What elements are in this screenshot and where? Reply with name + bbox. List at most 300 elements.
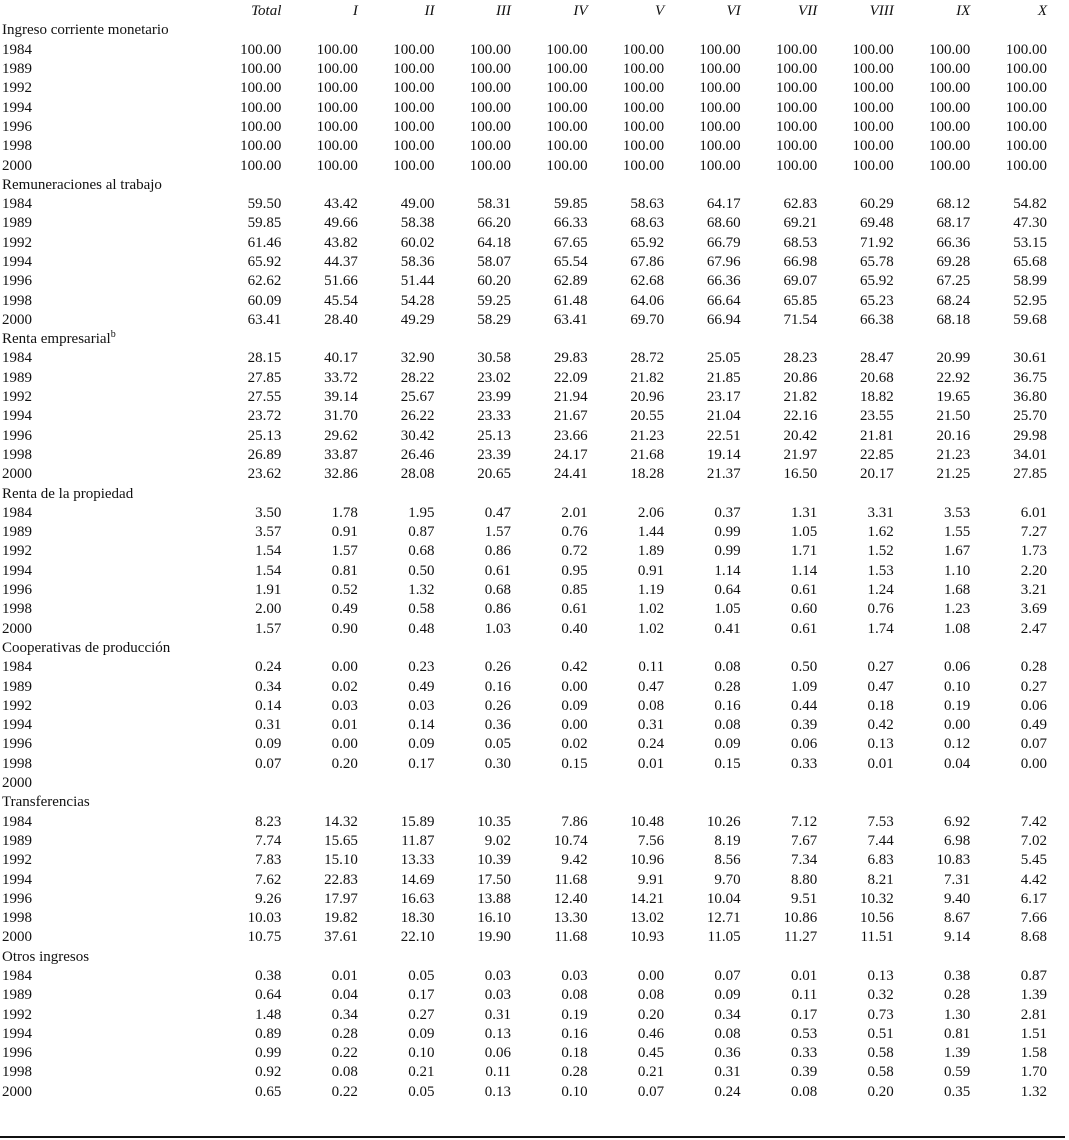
table-row bbox=[2, 832, 1047, 851]
table-cell: 9.14 bbox=[944, 929, 971, 946]
table-cell: 1.02 bbox=[637, 601, 665, 618]
table-cell: 0.00 bbox=[331, 659, 358, 676]
year-label: 2000 bbox=[2, 775, 32, 792]
table-cell: 0.16 bbox=[714, 697, 741, 714]
table-cell: 100.00 bbox=[469, 157, 512, 174]
table-cell: 0.00 bbox=[637, 967, 665, 984]
table-cell: 27.55 bbox=[247, 389, 282, 406]
table-cell: 0.39 bbox=[790, 1064, 818, 1081]
table-cell: 1.54 bbox=[255, 562, 282, 579]
table-cell: 100.00 bbox=[699, 41, 741, 58]
table-cell bbox=[281, 774, 358, 793]
table-cell: 23.99 bbox=[477, 389, 512, 406]
table-cell: 0.18 bbox=[867, 697, 894, 714]
table-cell: 0.00 bbox=[561, 717, 588, 734]
table-cell: 1.58 bbox=[1020, 1045, 1047, 1062]
table-cell: 64.17 bbox=[706, 196, 741, 213]
table-cell: 0.31 bbox=[255, 717, 282, 734]
table-cell: 59.68 bbox=[1013, 311, 1047, 328]
table-cell bbox=[970, 774, 1047, 793]
table-cell: 100.00 bbox=[240, 41, 282, 58]
table-row bbox=[2, 253, 1047, 272]
table-cell: 6.01 bbox=[1020, 504, 1047, 521]
table-cell: 65.23 bbox=[860, 292, 894, 309]
table-cell: 0.03 bbox=[561, 967, 588, 984]
year-label: 1989 bbox=[2, 215, 32, 232]
table-cell: 100.00 bbox=[775, 118, 818, 135]
table-cell: 16.50 bbox=[783, 466, 818, 483]
table-cell: 0.09 bbox=[408, 736, 435, 753]
table-cell: 66.98 bbox=[783, 254, 818, 270]
section-title bbox=[2, 793, 1047, 812]
table-cell: 0.21 bbox=[637, 1064, 665, 1081]
table-cell: 0.68 bbox=[484, 582, 512, 599]
column-header: II bbox=[424, 3, 435, 20]
table-cell: 14.32 bbox=[324, 813, 358, 830]
table-cell: 0.26 bbox=[484, 697, 512, 714]
table-cell: 1.51 bbox=[1020, 1025, 1047, 1042]
table-cell: 1.39 bbox=[944, 1045, 971, 1062]
table-cell: 0.01 bbox=[331, 717, 358, 734]
income-composition-table bbox=[2, 2, 1047, 1102]
table-cell: 100.00 bbox=[546, 118, 588, 135]
table-cell: 0.10 bbox=[561, 1083, 588, 1100]
table-cell: 100.00 bbox=[316, 118, 358, 135]
year-label: 1984 bbox=[2, 504, 32, 521]
table-cell: 0.58 bbox=[408, 601, 435, 618]
table-cell: 0.95 bbox=[561, 562, 588, 579]
table-cell: 100.00 bbox=[469, 41, 512, 58]
table-cell: 27.85 bbox=[1013, 466, 1047, 483]
table-cell: 52.95 bbox=[1013, 292, 1047, 309]
table-cell: 67.25 bbox=[936, 273, 971, 290]
year-label: 1989 bbox=[2, 678, 32, 695]
table-cell: 100.00 bbox=[546, 41, 588, 58]
table-cell: 63.41 bbox=[553, 311, 588, 328]
table-cell: 0.64 bbox=[714, 582, 741, 599]
table-row bbox=[2, 890, 1047, 909]
table-cell: 0.01 bbox=[637, 755, 665, 772]
table-cell: 0.20 bbox=[867, 1083, 894, 1100]
table-cell: 0.28 bbox=[331, 1025, 358, 1042]
table-cell: 100.00 bbox=[775, 99, 818, 116]
table-cell: 0.49 bbox=[408, 678, 435, 695]
table-cell: 0.89 bbox=[255, 1025, 282, 1042]
table-cell: 0.03 bbox=[331, 697, 358, 714]
table-cell: 65.92 bbox=[860, 273, 894, 290]
table-cell: 0.99 bbox=[714, 543, 741, 560]
table-cell: 100.00 bbox=[852, 99, 894, 116]
table-cell: 100.00 bbox=[469, 138, 512, 155]
table-cell: 100.00 bbox=[546, 61, 588, 78]
table-cell: 0.76 bbox=[867, 601, 894, 618]
table-cell: 0.47 bbox=[484, 504, 512, 521]
table-cell: 0.07 bbox=[637, 1083, 665, 1100]
table-cell: 0.17 bbox=[790, 1006, 818, 1023]
table-cell: 53.15 bbox=[1013, 234, 1047, 251]
table-cell: 26.22 bbox=[400, 408, 435, 425]
table-cell: 0.15 bbox=[561, 755, 588, 772]
section-title-text: Cooperativas de producción bbox=[2, 639, 171, 656]
footnote-marker: b bbox=[110, 329, 116, 341]
table-cell: 0.31 bbox=[637, 717, 665, 734]
table-cell: 0.99 bbox=[255, 1045, 282, 1062]
table-cell: 100.00 bbox=[775, 157, 818, 174]
table-cell: 0.14 bbox=[408, 717, 435, 734]
table-row bbox=[2, 118, 1047, 137]
table-cell: 58.36 bbox=[400, 254, 435, 270]
table-cell: 0.34 bbox=[255, 678, 282, 695]
table-row bbox=[2, 755, 1047, 774]
table-cell: 100.00 bbox=[393, 80, 435, 97]
table-cell: 54.82 bbox=[1013, 196, 1047, 213]
table-cell: 8.21 bbox=[867, 871, 894, 888]
year-label: 1989 bbox=[2, 61, 32, 78]
table-row bbox=[2, 600, 1047, 619]
table-cell: 1.05 bbox=[714, 601, 741, 618]
table-cell: 100.00 bbox=[316, 80, 358, 97]
table-cell: 100.00 bbox=[316, 99, 358, 116]
table-cell: 21.68 bbox=[630, 446, 665, 463]
table-row bbox=[2, 851, 1047, 870]
year-label: 1996 bbox=[2, 273, 32, 290]
table-row bbox=[2, 98, 1047, 117]
table-cell: 0.08 bbox=[331, 1064, 358, 1081]
table-cell: 0.22 bbox=[331, 1045, 358, 1062]
year-label: 1996 bbox=[2, 1045, 32, 1062]
table-cell: 21.82 bbox=[783, 389, 818, 406]
table-cell: 0.19 bbox=[561, 1006, 588, 1023]
year-label: 1984 bbox=[2, 196, 32, 213]
table-cell: 64.06 bbox=[630, 292, 665, 309]
table-row bbox=[2, 1044, 1047, 1063]
year-label: 2000 bbox=[2, 1083, 32, 1100]
table-cell: 1.10 bbox=[944, 562, 971, 579]
table-row bbox=[2, 1005, 1047, 1024]
table-cell: 0.12 bbox=[944, 736, 971, 753]
table-cell: 22.83 bbox=[324, 871, 358, 888]
table-cell: 1.14 bbox=[790, 562, 818, 579]
section-header-row bbox=[2, 793, 1047, 812]
table-cell: 7.02 bbox=[1020, 832, 1047, 849]
table-cell: 9.42 bbox=[561, 852, 588, 869]
table-cell: 1.39 bbox=[1020, 987, 1047, 1004]
table-cell: 1.55 bbox=[944, 524, 971, 541]
table-cell: 0.03 bbox=[484, 967, 512, 984]
section-title-text: Ingreso corriente monetario bbox=[2, 22, 169, 39]
table-cell: 0.65 bbox=[255, 1083, 282, 1100]
table-cell: 7.83 bbox=[255, 852, 282, 869]
table-cell: 49.29 bbox=[400, 311, 435, 328]
table-cell: 33.87 bbox=[324, 446, 358, 463]
table-cell: 100.00 bbox=[393, 99, 435, 116]
year-label: 1998 bbox=[2, 910, 32, 927]
table-cell: 1.57 bbox=[255, 620, 282, 637]
table-cell: 100.00 bbox=[240, 118, 282, 135]
table-cell: 10.93 bbox=[630, 929, 665, 946]
table-cell: 0.08 bbox=[637, 697, 665, 714]
table-cell: 66.36 bbox=[936, 234, 971, 251]
year-label: 1998 bbox=[2, 446, 32, 463]
table-cell: 58.99 bbox=[1013, 273, 1047, 290]
table-cell: 7.56 bbox=[637, 832, 665, 849]
table-cell: 8.56 bbox=[714, 852, 741, 869]
table-cell: 11.51 bbox=[860, 929, 894, 946]
table-cell: 0.02 bbox=[561, 736, 588, 753]
section-title-text: Otros ingresos bbox=[2, 948, 90, 965]
table-cell: 65.54 bbox=[553, 254, 588, 270]
table-cell: 68.53 bbox=[783, 234, 818, 251]
table-cell: 60.20 bbox=[477, 273, 512, 290]
table-cell: 100.00 bbox=[929, 138, 971, 155]
table-cell: 0.42 bbox=[561, 659, 588, 676]
table-cell: 1.73 bbox=[1020, 543, 1047, 560]
year-label: 1989 bbox=[2, 987, 32, 1004]
table-cell: 0.33 bbox=[790, 1045, 818, 1062]
table-cell: 100.00 bbox=[546, 99, 588, 116]
table-cell: 1.48 bbox=[255, 1006, 282, 1023]
table-cell: 0.81 bbox=[944, 1025, 971, 1042]
table-cell: 12.71 bbox=[706, 910, 741, 927]
table-cell: 0.91 bbox=[637, 562, 665, 579]
table-cell: 71.92 bbox=[860, 234, 894, 251]
year-label: 1984 bbox=[2, 967, 32, 984]
table-cell: 0.14 bbox=[255, 697, 282, 714]
table-cell: 43.82 bbox=[324, 234, 358, 251]
table-cell: 0.34 bbox=[331, 1006, 358, 1023]
table-cell: 1.30 bbox=[944, 1006, 971, 1023]
table-cell: 14.69 bbox=[400, 871, 435, 888]
table-cell: 54.28 bbox=[400, 292, 435, 309]
table-cell: 11.68 bbox=[554, 871, 588, 888]
table-cell: 1.68 bbox=[944, 582, 971, 599]
table-row bbox=[2, 716, 1047, 735]
table-cell: 100.00 bbox=[622, 138, 665, 155]
table-cell: 8.68 bbox=[1020, 929, 1047, 946]
table-cell: 19.90 bbox=[477, 929, 512, 946]
table-cell: 0.08 bbox=[637, 987, 665, 1004]
table-cell: 0.27 bbox=[867, 659, 894, 676]
table-cell: 100.00 bbox=[546, 80, 588, 97]
table-cell: 68.60 bbox=[706, 215, 741, 232]
table-cell: 10.96 bbox=[630, 852, 665, 869]
year-label: 2000 bbox=[2, 466, 32, 483]
column-header: IV bbox=[573, 3, 588, 20]
table-cell: 28.47 bbox=[860, 350, 894, 367]
table-row bbox=[2, 1063, 1047, 1082]
table-cell: 29.98 bbox=[1013, 427, 1047, 444]
table-cell: 10.04 bbox=[706, 890, 741, 907]
table-cell: 9.40 bbox=[944, 890, 971, 907]
table-cell: 26.89 bbox=[247, 446, 282, 463]
table-cell: 0.85 bbox=[561, 582, 588, 599]
column-header: X bbox=[1037, 3, 1047, 20]
year-label: 1994 bbox=[2, 99, 32, 116]
table-cell: 0.16 bbox=[484, 678, 512, 695]
table-cell: 100.00 bbox=[929, 157, 971, 174]
table-row bbox=[2, 542, 1047, 561]
table-cell: 0.81 bbox=[331, 562, 358, 579]
table-cell: 100.00 bbox=[240, 61, 282, 78]
table-row bbox=[2, 311, 1047, 330]
table-cell: 16.63 bbox=[400, 890, 435, 907]
table-cell: 100.00 bbox=[775, 41, 818, 58]
table-cell: 7.74 bbox=[255, 832, 282, 849]
table-cell: 0.46 bbox=[637, 1025, 665, 1042]
column-header: VIII bbox=[869, 3, 894, 20]
section-header-row bbox=[2, 948, 1047, 967]
table-cell: 43.42 bbox=[324, 196, 358, 213]
year-label: 1994 bbox=[2, 871, 32, 888]
table-cell: 9.91 bbox=[637, 871, 665, 888]
table-cell: 7.67 bbox=[790, 832, 818, 849]
table-cell: 13.30 bbox=[553, 910, 588, 927]
table-row bbox=[2, 909, 1047, 928]
table-cell: 49.00 bbox=[400, 196, 435, 213]
section-title-text: Remuneraciones al trabajo bbox=[2, 176, 162, 193]
table-cell: 0.33 bbox=[790, 755, 818, 772]
table-cell: 0.07 bbox=[1020, 736, 1047, 753]
year-label: 1994 bbox=[2, 562, 32, 579]
table-cell: 100.00 bbox=[622, 61, 665, 78]
table-cell: 100.00 bbox=[622, 99, 665, 116]
table-cell: 6.98 bbox=[944, 832, 971, 849]
table-row bbox=[2, 967, 1047, 986]
table-row bbox=[2, 677, 1047, 696]
year-label: 1992 bbox=[2, 852, 32, 869]
table-cell: 100.00 bbox=[852, 157, 894, 174]
table-cell: 68.12 bbox=[936, 196, 971, 213]
table-cell: 60.02 bbox=[400, 234, 435, 251]
table-cell: 0.61 bbox=[790, 582, 818, 599]
table-cell: 0.08 bbox=[714, 1025, 741, 1042]
table-cell: 21.04 bbox=[706, 408, 741, 425]
table-cell: 100.00 bbox=[699, 61, 741, 78]
year-label: 1984 bbox=[2, 41, 32, 58]
table-cell: 58.38 bbox=[400, 215, 435, 232]
table-cell: 30.42 bbox=[400, 427, 435, 444]
table-cell: 20.17 bbox=[860, 466, 894, 483]
year-label: 1992 bbox=[2, 543, 32, 560]
year-label: 1996 bbox=[2, 890, 32, 907]
table-row bbox=[2, 658, 1047, 677]
table-cell: 8.19 bbox=[714, 832, 741, 849]
table-cell: 21.50 bbox=[936, 408, 971, 425]
table-cell: 1.23 bbox=[944, 601, 971, 618]
year-label: 1984 bbox=[2, 350, 32, 367]
table-cell: 0.05 bbox=[484, 736, 512, 753]
table-cell: 0.99 bbox=[714, 524, 741, 541]
column-header: VII bbox=[798, 3, 818, 20]
year-label: 1998 bbox=[2, 1064, 32, 1081]
table-cell: 0.24 bbox=[637, 736, 665, 753]
table-cell bbox=[588, 774, 665, 793]
table-cell: 21.81 bbox=[860, 427, 894, 444]
section-header-row bbox=[2, 21, 1047, 40]
table-cell: 10.32 bbox=[860, 890, 894, 907]
table-cell: 100.00 bbox=[929, 61, 971, 78]
table-cell: 0.06 bbox=[1020, 697, 1047, 714]
table-cell: 2.20 bbox=[1020, 562, 1047, 579]
table-cell: 19.14 bbox=[706, 446, 741, 463]
table-cell: 20.65 bbox=[477, 466, 512, 483]
table-cell: 1.31 bbox=[790, 504, 818, 521]
table-cell: 100.00 bbox=[316, 157, 358, 174]
table-cell: 0.17 bbox=[408, 755, 435, 772]
table-cell: 0.53 bbox=[790, 1025, 818, 1042]
table-cell: 27.85 bbox=[247, 369, 282, 386]
table-cell: 0.52 bbox=[331, 582, 358, 599]
table-cell: 19.65 bbox=[936, 389, 971, 406]
table-cell: 25.13 bbox=[247, 427, 282, 444]
table-cell: 0.16 bbox=[561, 1025, 588, 1042]
table-cell: 7.12 bbox=[790, 813, 818, 830]
table-cell: 15.89 bbox=[400, 813, 435, 830]
table-cell: 0.07 bbox=[714, 967, 741, 984]
table-cell: 6.92 bbox=[944, 813, 971, 830]
table-cell: 0.72 bbox=[561, 543, 588, 560]
year-label: 1998 bbox=[2, 601, 32, 618]
table-body bbox=[2, 21, 1047, 1102]
table-cell: 28.22 bbox=[400, 369, 435, 386]
year-label: 1996 bbox=[2, 118, 32, 135]
table-cell: 0.48 bbox=[408, 620, 435, 637]
table-cell: 100.00 bbox=[852, 41, 894, 58]
table-cell: 36.80 bbox=[1013, 389, 1047, 406]
table-cell: 0.04 bbox=[944, 755, 971, 772]
table-cell: 10.86 bbox=[783, 910, 818, 927]
table-cell: 100.00 bbox=[393, 61, 435, 78]
table-cell: 1.53 bbox=[867, 562, 894, 579]
table-cell: 0.13 bbox=[484, 1025, 512, 1042]
table-cell: 0.73 bbox=[867, 1006, 894, 1023]
table-cell: 66.79 bbox=[706, 234, 741, 251]
column-header: Total bbox=[251, 3, 282, 20]
table-cell: 7.34 bbox=[790, 852, 818, 869]
table-cell: 58.07 bbox=[477, 254, 512, 270]
table-cell: 100.00 bbox=[699, 99, 741, 116]
table-cell: 8.80 bbox=[790, 871, 818, 888]
table-cell: 100.00 bbox=[775, 61, 818, 78]
table-cell: 21.25 bbox=[936, 466, 971, 483]
table-cell: 0.27 bbox=[1020, 678, 1047, 695]
table-cell: 1.08 bbox=[944, 620, 971, 637]
table-cell: 0.10 bbox=[408, 1045, 435, 1062]
header-blank bbox=[2, 2, 205, 21]
table-cell: 100.00 bbox=[393, 138, 435, 155]
table-cell: 19.82 bbox=[324, 910, 358, 927]
table-cell: 1.70 bbox=[1020, 1064, 1047, 1081]
table-cell: 5.45 bbox=[1020, 852, 1047, 869]
table-cell: 3.50 bbox=[255, 504, 282, 521]
table-cell bbox=[817, 774, 894, 793]
table-cell: 7.86 bbox=[561, 813, 588, 830]
table-cell: 15.65 bbox=[324, 832, 358, 849]
table-cell: 67.86 bbox=[630, 254, 665, 270]
table-cell: 1.14 bbox=[714, 562, 741, 579]
table-cell: 0.13 bbox=[867, 967, 894, 984]
year-label: 1989 bbox=[2, 832, 32, 849]
table-cell: 49.66 bbox=[324, 215, 358, 232]
table-cell: 1.05 bbox=[790, 524, 818, 541]
table-cell: 66.20 bbox=[477, 215, 512, 232]
table-cell: 29.62 bbox=[324, 427, 358, 444]
table-cell: 3.21 bbox=[1020, 582, 1047, 599]
table-cell: 23.55 bbox=[860, 408, 894, 425]
table-cell: 1.89 bbox=[637, 543, 665, 560]
year-label: 1998 bbox=[2, 755, 32, 772]
table-cell: 0.36 bbox=[484, 717, 512, 734]
